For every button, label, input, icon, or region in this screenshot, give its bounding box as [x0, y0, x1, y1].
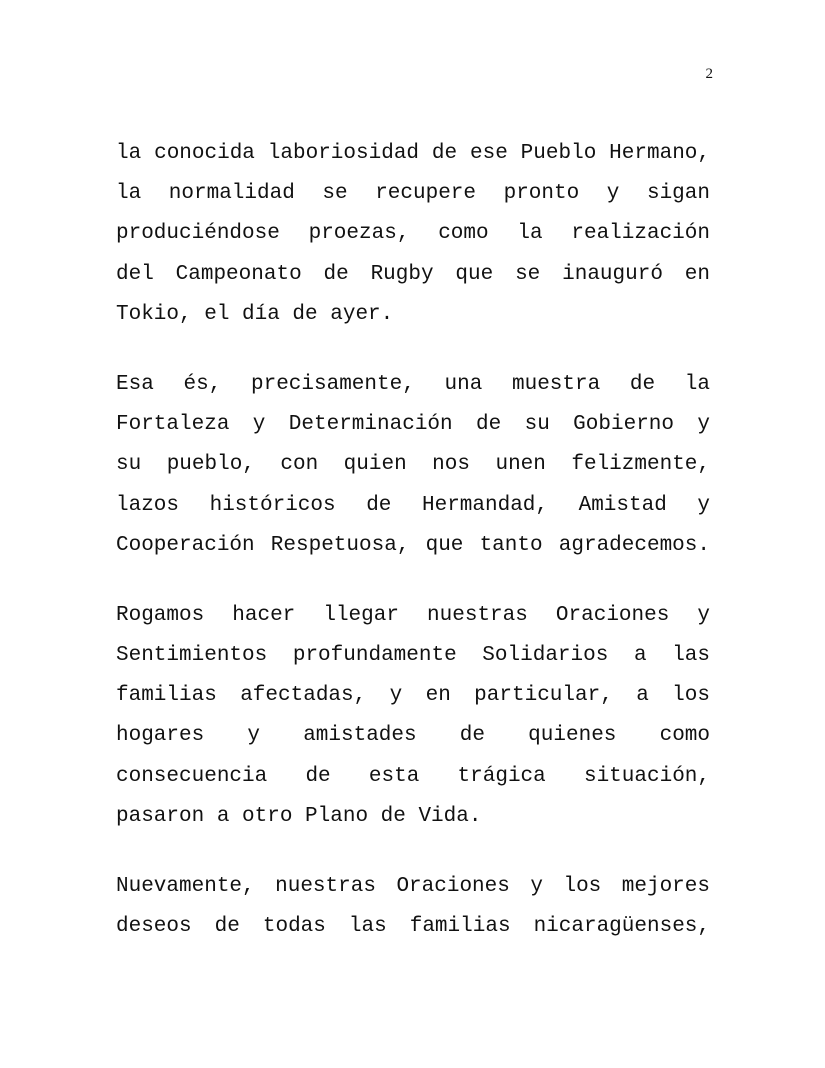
text-line: Nuevamente, nuestras Oraciones y los mejores [116, 875, 710, 898]
text-line: la normalidad se recupere pronto y sigan [116, 182, 710, 206]
page-number: 2 [705, 66, 713, 82]
text-line: deseos de todas las familias nicaragüenses, [116, 915, 710, 939]
text-line: Fortaleza y Determinación de su Gobierno y [116, 413, 710, 437]
document-body [116, 134, 710, 947]
text-line: Cooperación Respetuosa, que tanto agradecemos. [116, 533, 710, 557]
paragraph-3 [116, 596, 710, 837]
text-line: hogares y amistades de quienes como [116, 724, 710, 748]
text-line: su pueblo, con quien nos unen felizmente, [116, 453, 710, 477]
text-line: consecuencia de esta trágica situación, [116, 764, 710, 788]
text-line: Esa és, precisamente, una muestra de la [116, 372, 710, 396]
text-line: lazos históricos de Hermandad, Amistad y [116, 493, 710, 517]
text-line: del Campeonato de Rugby que se inauguró en [116, 262, 710, 286]
paragraph-4 [116, 867, 710, 947]
text-line: Rogamos hacer llegar nuestras Oraciones y [116, 603, 710, 627]
text-line: la conocida laboriosidad de ese Pueblo Hermano, [116, 142, 710, 165]
paragraph-2 [116, 365, 710, 566]
text-line: familias afectadas, y en particular, a los [116, 684, 710, 708]
text-line: pasaron a otro Plano de Vida. [116, 804, 482, 828]
text-line: Sentimientos profundamente Solidarios a las [116, 644, 710, 668]
paragraph-1 [116, 134, 710, 335]
text-line: Tokio, el día de ayer. [116, 302, 394, 326]
text-line: produciéndose proezas, como la realización [116, 222, 710, 246]
